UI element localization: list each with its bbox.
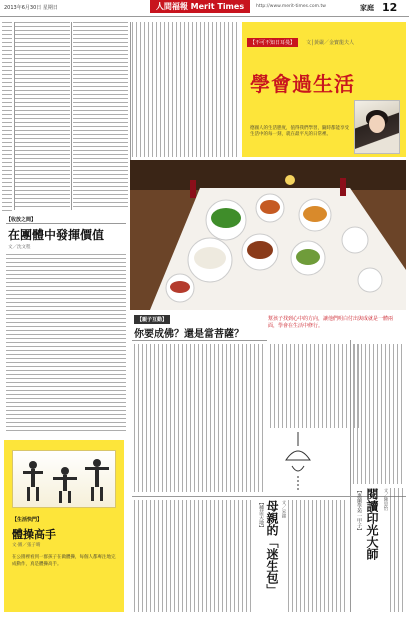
exercise-photo-box — [4, 440, 124, 612]
exercise-byline: 文·圖／張子晴 — [12, 543, 41, 548]
feature-caption: 德國人的生活態度，值得我們學習，隨時都能享受生活中的每一刻，就在最平凡的日常裡。 — [250, 126, 349, 137]
dinner-table-illustration — [130, 160, 406, 310]
parenting-title: 你要成佛？還是當菩薩？ — [134, 329, 244, 340]
mother-article-byline: 文／宋錦 — [281, 500, 286, 518]
newspaper-logo: 人間福報 Merit Times — [150, 0, 250, 13]
exercise-tag: 【生活快門】 — [12, 517, 43, 523]
gymnast-silhouettes — [13, 451, 116, 508]
feature-body-text — [132, 22, 240, 157]
portrait-face — [369, 115, 385, 133]
left-section-body — [6, 254, 126, 434]
page-number: 12 — [382, 1, 398, 14]
parenting-tag: 【親子互動】 — [134, 315, 170, 324]
left-section-tag: 【收放之間】 — [6, 216, 126, 224]
dinner-table-photo — [130, 160, 406, 310]
column-left-edge-text — [2, 22, 12, 212]
left-section-byline: 文／沈文程 — [8, 245, 31, 250]
masthead — [0, 0, 409, 17]
yinguang-article-tag: 【惠蘭學苑一甲子】 — [356, 488, 362, 533]
parenting-body-right — [270, 344, 362, 428]
yinguang-article-body — [390, 488, 404, 612]
mother-article-title: 母親的「迷生包」 — [265, 500, 279, 596]
exercise-title: 體操高手 — [12, 528, 56, 541]
yinguang-article-body-top — [353, 344, 403, 484]
website-url: http://www.merit-times.com.tw — [256, 4, 326, 9]
column-left-text-1 — [15, 22, 70, 210]
lamp-ornament — [278, 432, 318, 492]
section-name: 家庭 — [360, 4, 374, 12]
mother-article-tag: 【種苗天地】 — [258, 500, 264, 530]
issue-date: 2013年6月30日 星期日 — [4, 5, 58, 11]
feature-panel — [242, 22, 406, 157]
yinguang-article-title: 閱讀印光大師 — [365, 488, 379, 560]
lower-left-body — [134, 500, 252, 612]
parenting-body — [134, 344, 266, 492]
exercise-caption: 在公園裡看到一群孩子在做體操，每個人都專注地完成動作，真是體操高手。 — [12, 555, 116, 567]
feature-author: 文│黃嚴／金寶龍夫人 — [306, 40, 355, 46]
exercise-photo — [12, 450, 116, 508]
feature-title: 學會過生活 — [250, 72, 355, 96]
feature-kicker: 【不可不知日耳曼】 — [247, 38, 298, 47]
mother-article-body — [288, 500, 348, 612]
column-left-text-2 — [73, 22, 128, 210]
left-section-title: 在團體中發揮價值 — [8, 228, 105, 242]
parenting-quote: 幫孩子找到心中的方向，讓他們明白付出與成就是一體兩面，學會在生活中修行。 — [268, 316, 394, 329]
yinguang-article-byline: 文／陳思怡 — [383, 488, 388, 511]
author-portrait — [354, 100, 400, 154]
